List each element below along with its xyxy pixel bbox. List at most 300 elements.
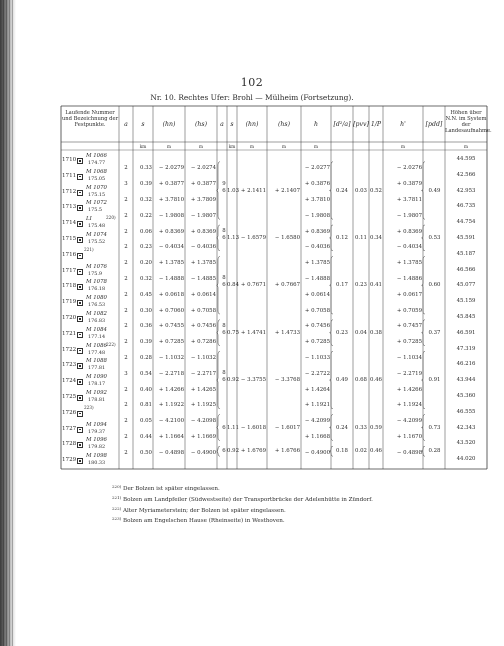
measure-count: 2 (124, 433, 128, 440)
height-diff-backward: − 0.4036 (190, 244, 216, 251)
section-length: 0.20 (139, 260, 152, 267)
group-measure-count: 6 (222, 424, 226, 431)
point-row-label (62, 358, 118, 373)
height-diff-forward: + 0.7285 (158, 339, 184, 346)
group-1p: 0.59 (369, 424, 382, 431)
section-length: 0.06 (139, 228, 152, 235)
section-length: 0.28 (139, 354, 152, 361)
header-pdd: [pdd] (425, 121, 443, 128)
mean-height-diff: + 0.7456 (304, 323, 330, 330)
unit-s1: km (139, 144, 147, 149)
unit-h: m (314, 144, 318, 149)
benchmark-symbol-icon (77, 253, 83, 259)
point-row-label (62, 327, 118, 342)
point-number: 1717 (62, 267, 77, 274)
footnote-reference: 221) (84, 246, 94, 252)
benchmark-symbol-icon (77, 158, 83, 164)
benchmark-symbol-icon (77, 427, 83, 433)
group-d2a: 0.17 (335, 282, 348, 289)
header-point-designation: Laufende Nummer und Bezeichnung der Festpunkte. (61, 110, 119, 128)
group-length: 1.11 (227, 424, 240, 431)
footnote-mark: 220) (112, 484, 122, 489)
point-kilometer: 175.05 (88, 175, 106, 182)
group-hn: + 1.6769 (240, 448, 266, 455)
point-row-label (62, 406, 118, 421)
footnotes (112, 483, 452, 526)
height-above-nn: 45.159 (456, 298, 476, 305)
group-1p: 0.46 (369, 448, 382, 455)
unit-right: m (464, 144, 468, 149)
height-above-nn: 46.216 (456, 361, 476, 368)
group-length: 1.03 (227, 187, 240, 194)
height-above-nn: 46.566 (456, 266, 476, 273)
point-number: 1721 (62, 330, 77, 337)
point-number: 1729 (62, 457, 77, 464)
header-pvv: [pvv] (353, 121, 369, 128)
header-1p: 1/P (370, 121, 382, 128)
unit-hn2: m (250, 144, 254, 149)
point-number: 1727 (62, 425, 77, 432)
group-1p: 0.46 (369, 377, 382, 384)
section-length: 0.45 (139, 291, 152, 298)
adjusted-height-diff: + 0.7059 (396, 307, 422, 314)
adjusted-height-diff: − 2.2719 (396, 370, 422, 377)
page-number: 102 (240, 76, 264, 89)
group-hs: + 2.1407 (274, 187, 300, 194)
point-designation: M 1090 (86, 374, 107, 381)
section-length: 0.40 (139, 386, 152, 393)
group-hn: + 0.7671 (240, 282, 266, 289)
point-designation: M 1072 (86, 200, 107, 207)
point-row-label (62, 216, 118, 231)
point-row-label (62, 343, 118, 358)
adjusted-height-diff: + 0.3879 (396, 181, 422, 188)
group-section-count: 9 (222, 180, 226, 187)
table-grid (61, 106, 492, 471)
point-number: 1726 (62, 409, 77, 416)
height-diff-backward: − 1.1032 (190, 354, 216, 361)
benchmark-symbol-icon (77, 300, 83, 306)
group-pvv: 0.33 (354, 424, 367, 431)
section-length: 0.54 (139, 370, 152, 377)
point-designation: M 1070 (86, 184, 107, 191)
mean-height-diff: + 0.8369 (304, 228, 330, 235)
group-hs: + 1.6766 (274, 448, 300, 455)
measure-count: 2 (124, 228, 128, 235)
group-section-count: 8 (222, 227, 226, 234)
measure-count: 2 (124, 339, 128, 346)
height-diff-backward: + 1.1925 (190, 402, 216, 409)
group-length: 0.75 (227, 329, 240, 336)
group-measure-count: 6 (222, 377, 226, 384)
benchmark-symbol-icon (77, 395, 83, 401)
height-diff-backward: + 1.4265 (190, 386, 216, 393)
point-row-label (62, 422, 118, 437)
point-row-label (62, 437, 118, 452)
height-above-nn: 44.595 (456, 156, 476, 162)
point-row-label (62, 295, 118, 310)
height-above-nn: 46.591 (456, 329, 476, 336)
point-kilometer: 176.83 (88, 318, 106, 324)
height-diff-forward: + 0.7060 (158, 307, 184, 314)
measure-count: 2 (124, 354, 128, 361)
point-number: 1725 (62, 394, 77, 400)
footnote (112, 515, 452, 526)
header-h-prime: h' (400, 121, 406, 128)
point-kilometer: 175.15 (88, 191, 106, 198)
height-diff-forward: − 1.1032 (158, 354, 184, 361)
section-length: 0.33 (139, 165, 152, 172)
height-diff-forward: + 1.4266 (158, 386, 184, 393)
header-hn2: (hn) (245, 121, 259, 128)
adjusted-height-diff: − 1.9807 (396, 212, 422, 219)
benchmark-symbol-icon (77, 363, 83, 369)
measure-count: 2 (124, 386, 128, 393)
group-section-count: 8 (222, 322, 226, 329)
group-length: 1.13 (227, 234, 240, 241)
benchmark-symbol-icon (77, 205, 83, 211)
measure-count: 2 (124, 212, 128, 219)
point-kilometer: 178.81 (88, 397, 106, 403)
point-row-label (62, 169, 118, 184)
adjusted-height-diff: + 0.7285 (396, 339, 422, 346)
point-row-label (62, 232, 118, 247)
mean-height-diff: − 0.4900 (304, 449, 330, 456)
point-designation: M 1082 (86, 311, 107, 317)
height-diff-backward: + 0.7286 (190, 339, 216, 346)
height-diff-forward: + 1.1922 (158, 402, 184, 409)
point-designation: M 1098 (86, 453, 107, 460)
measure-count: 3 (124, 181, 128, 188)
point-kilometer: 175.52 (88, 239, 106, 245)
group-pvv: 0.11 (354, 234, 367, 241)
group-measure-count: 6 (222, 187, 226, 194)
unit-hn1: m (167, 144, 171, 149)
point-row-label (62, 311, 118, 326)
group-section-count: 8 (222, 275, 226, 282)
mean-height-diff: − 1.9808 (304, 212, 330, 219)
benchmark-symbol-icon (77, 316, 83, 322)
header-hs1: (hs) (195, 121, 207, 128)
height-diff-backward: + 0.3877 (190, 181, 216, 188)
height-diff-backward: − 2.0274 (190, 165, 216, 172)
point-number: 1728 (62, 441, 77, 448)
section-length: 0.50 (139, 449, 152, 456)
header-d2a: [d²/a] (333, 121, 351, 128)
group-pdd: 0.37 (428, 329, 441, 336)
height-above-nn: 44.754 (456, 219, 476, 226)
adjusted-height-diff: − 0.4898 (396, 449, 422, 456)
measure-count: 2 (124, 244, 128, 251)
height-diff-forward: + 0.7455 (158, 323, 184, 330)
point-number: 1719 (62, 299, 77, 306)
height-diff-backward: + 0.8369 (190, 228, 216, 235)
height-diff-backward: + 0.0614 (190, 291, 216, 298)
group-pvv: 0.03 (354, 187, 367, 194)
point-kilometer: 177.81 (88, 365, 106, 372)
point-row-label (62, 185, 118, 200)
footnote (112, 505, 452, 516)
height-above-nn: 47.319 (456, 345, 476, 352)
footnote-text: Alter Myriameterstein; der Bolzen ist später eingelassen. (121, 507, 286, 514)
section-length: 0.32 (139, 275, 152, 282)
adjusted-height-diff: + 3.7811 (396, 196, 422, 203)
leveling-table (61, 106, 492, 471)
adjusted-height-diff: + 1.3785 (396, 260, 422, 267)
point-number: 1723 (62, 362, 77, 369)
section-length: 0.44 (139, 433, 152, 440)
group-hn: − 1.6579 (240, 234, 266, 241)
group-section-count: 8 (222, 370, 226, 377)
unit-s2: km (228, 144, 236, 149)
header-a1: a (124, 121, 128, 128)
height-diff-backward: − 0.4900 (190, 449, 216, 456)
benchmark-symbol-icon (77, 442, 83, 448)
unit-hs1: m (199, 144, 203, 149)
point-row-label (62, 248, 118, 263)
point-number: 1718 (62, 283, 77, 290)
height-diff-backward: − 2.2717 (190, 370, 216, 377)
height-above-nn: 45.591 (456, 235, 476, 241)
benchmark-symbol-icon (77, 284, 83, 290)
footnote (112, 494, 452, 505)
group-d2a: 0.12 (335, 234, 348, 241)
point-row-label (62, 390, 118, 405)
height-above-nn: 43.520 (456, 440, 476, 447)
benchmark-symbol-icon (77, 269, 83, 275)
adjusted-height-diff: + 0.0617 (396, 291, 422, 298)
adjusted-height-diff: − 1.4886 (396, 275, 422, 282)
height-above-nn: 42.566 (456, 171, 476, 178)
group-measure-count: 6 (222, 282, 226, 289)
measure-count: 2 (124, 418, 128, 425)
group-measure-count: 6 (222, 448, 226, 455)
mean-height-diff: + 1.1668 (304, 433, 330, 440)
group-length: 0.92 (227, 377, 240, 384)
point-kilometer: 177.48 (88, 349, 106, 356)
group-hn: − 1.6018 (240, 424, 266, 431)
group-pdd: 0.91 (428, 377, 441, 384)
height-diff-forward: − 0.4898 (158, 449, 184, 456)
section-length: 0.81 (139, 402, 152, 409)
height-diff-backward: − 4.2098 (190, 418, 216, 425)
measure-count: 2 (124, 307, 128, 314)
group-pvv: 0.23 (354, 282, 367, 289)
group-hn: + 1.4741 (240, 329, 266, 336)
height-diff-forward: − 1.9808 (158, 212, 184, 219)
adjusted-height-diff: + 1.4266 (396, 386, 422, 393)
point-kilometer: 179.82 (88, 444, 106, 451)
page-title: Nr. 10. Rechtes Ufer: Brohl — Mülheim (Fortsetzung). (150, 93, 354, 102)
footnote-text: Bolzen am Landpfeiler (Südwestseite) der Transportbrücke der Adelenhütte in Zündorf. (121, 496, 373, 503)
point-number: 1720 (62, 315, 77, 321)
group-measure-count: 6 (222, 329, 226, 336)
height-diff-backward: − 1.9807 (190, 212, 216, 219)
point-number: 1713 (62, 204, 77, 211)
point-kilometer: 175.5 (88, 207, 103, 214)
group-d2a: 0.18 (335, 448, 348, 455)
group-pdd: 0.28 (428, 448, 441, 455)
group-pvv: 0.02 (354, 448, 367, 455)
point-designation: M 1066 (86, 153, 107, 159)
adjusted-height-diff: − 1.1034 (396, 354, 422, 361)
height-above-nn: 42.343 (456, 424, 476, 431)
height-above-nn: 42.953 (456, 187, 476, 194)
group-hs: − 1.6580 (274, 234, 300, 241)
height-diff-forward: − 1.4888 (158, 275, 184, 282)
measure-count: 2 (124, 196, 128, 203)
mean-height-diff: + 0.7058 (304, 307, 330, 314)
point-kilometer: 176.18 (88, 286, 106, 293)
group-d2a: 0.49 (335, 377, 348, 384)
height-above-nn: 45.360 (456, 393, 476, 399)
height-above-nn: 43.944 (456, 377, 476, 384)
point-designation: M 1094 (86, 421, 107, 428)
measure-count: 2 (124, 165, 128, 172)
height-above-nn: 46.555 (456, 408, 476, 415)
group-length: 0.92 (227, 448, 240, 455)
height-diff-backward: + 3.7809 (190, 196, 216, 203)
section-length: 0.05 (139, 418, 152, 425)
height-diff-forward: − 2.2718 (158, 370, 184, 377)
height-diff-forward: − 0.4034 (158, 244, 184, 251)
point-number: 1712 (62, 188, 77, 195)
benchmark-symbol-icon (77, 332, 83, 338)
group-1p: 0.34 (369, 234, 382, 241)
group-pdd: 0.49 (428, 187, 441, 194)
point-kilometer: 175.9 (88, 270, 103, 277)
point-number: 1710 (62, 157, 77, 163)
adjusted-height-diff: + 1.1924 (396, 402, 422, 409)
mean-height-diff: + 0.3876 (304, 181, 330, 188)
group-d2a: 0.24 (335, 187, 348, 194)
footnote-reference: 222) (106, 341, 116, 347)
point-kilometer: 177.14 (88, 333, 106, 340)
measure-count: 2 (124, 291, 128, 298)
group-hs: + 1.4733 (274, 329, 300, 336)
height-diff-forward: + 1.3785 (158, 260, 184, 267)
point-kilometer: 178.17 (88, 381, 106, 388)
adjusted-height-diff: − 2.0276 (396, 165, 422, 172)
mean-height-diff: + 1.3785 (304, 260, 330, 267)
point-row-label (62, 264, 118, 279)
header-s2: s (230, 121, 234, 128)
height-above-nn: 46.735 (456, 203, 476, 210)
footnote (112, 483, 452, 494)
height-diff-backward: − 1.4885 (190, 275, 216, 282)
section-length: 0.39 (139, 181, 152, 188)
group-1p: 0.52 (369, 187, 382, 194)
height-diff-forward: − 2.0279 (158, 165, 184, 172)
height-diff-forward: + 3.7810 (158, 196, 184, 203)
group-d2a: 0.23 (335, 329, 348, 336)
point-kilometer: 174.77 (88, 160, 106, 166)
point-number: 1716 (62, 251, 77, 258)
height-above-nn: 45.077 (456, 282, 476, 289)
footnote-mark: 223) (112, 516, 122, 522)
point-designation: M 1086 (86, 342, 107, 349)
adjusted-height-diff: − 0.4034 (396, 244, 422, 251)
header-a2: a (220, 121, 224, 128)
point-number: 1724 (62, 378, 77, 385)
point-number: 1722 (62, 346, 77, 353)
group-measure-count: 6 (222, 234, 226, 241)
point-designation: M 1068 (86, 168, 107, 175)
header-s1: s (141, 121, 145, 128)
group-length: 0.84 (227, 282, 240, 289)
height-above-nn: 45.845 (456, 314, 476, 320)
section-length: 0.23 (139, 244, 152, 251)
adjusted-height-diff: − 4.2099 (396, 418, 422, 425)
height-diff-forward: + 0.8369 (158, 228, 184, 235)
header-h: h (314, 121, 318, 128)
mean-height-diff: − 2.0277 (304, 165, 330, 172)
benchmark-symbol-icon (77, 190, 83, 196)
footnote-mark: 222) (112, 505, 122, 511)
point-row-label (62, 279, 118, 294)
point-number: 1711 (62, 172, 77, 179)
header-heights: Höhen über N.N. im System der Landesaufnahme. (445, 110, 492, 134)
point-kilometer: 176.53 (88, 302, 106, 309)
footnote-reference: 220) (106, 215, 116, 221)
footnote-mark: 221) (112, 494, 122, 500)
group-hs: + 0.7667 (274, 282, 300, 289)
height-diff-forward: + 0.3877 (158, 181, 184, 188)
height-diff-backward: + 0.7456 (190, 323, 216, 330)
group-1p: 0.41 (369, 282, 382, 289)
measure-count: 2 (124, 323, 128, 330)
point-designation: M 1080 (86, 295, 107, 302)
mean-height-diff: − 4.2099 (304, 418, 330, 425)
section-length: 0.32 (139, 196, 152, 203)
point-designation: M 1096 (86, 437, 107, 444)
benchmark-symbol-icon (77, 411, 83, 417)
point-kilometer: 179.37 (88, 428, 106, 435)
height-above-nn: 44.020 (456, 456, 476, 463)
mean-height-diff: + 0.0614 (304, 291, 330, 298)
group-pdd: 0.60 (428, 282, 441, 289)
header-hn1: (hn) (162, 121, 176, 128)
height-above-nn: 45.187 (456, 250, 476, 257)
mean-height-diff: − 0.4036 (304, 244, 330, 251)
point-designation: M 1088 (86, 358, 107, 365)
benchmark-symbol-icon (77, 348, 83, 354)
unit-hp: m (401, 144, 405, 149)
mean-height-diff: + 1.1921 (304, 402, 330, 409)
height-diff-backward: + 1.3785 (190, 260, 216, 267)
benchmark-symbol-icon (77, 174, 83, 180)
mean-height-diff: − 2.2722 (304, 370, 330, 377)
section-length: 0.22 (139, 212, 152, 219)
group-1p: 0.38 (369, 329, 382, 336)
mean-height-diff: − 1.4888 (304, 275, 330, 282)
benchmark-symbol-icon (77, 237, 83, 243)
mean-height-diff: − 1.1033 (304, 354, 330, 361)
height-diff-forward: − 4.2100 (158, 418, 184, 425)
point-row-label (62, 453, 118, 468)
group-hn: − 3.3755 (240, 377, 266, 384)
group-pdd: 0.73 (428, 424, 441, 431)
point-row-label (62, 153, 118, 168)
point-row-label (62, 374, 118, 389)
point-designation: M 1076 (86, 263, 107, 270)
measure-count: 2 (124, 449, 128, 456)
point-designation: LI (86, 216, 92, 223)
height-diff-backward: + 1.1669 (190, 433, 216, 440)
benchmark-symbol-icon (77, 221, 83, 227)
measure-count: 2 (124, 260, 128, 267)
height-diff-backward: + 0.7058 (190, 307, 216, 314)
